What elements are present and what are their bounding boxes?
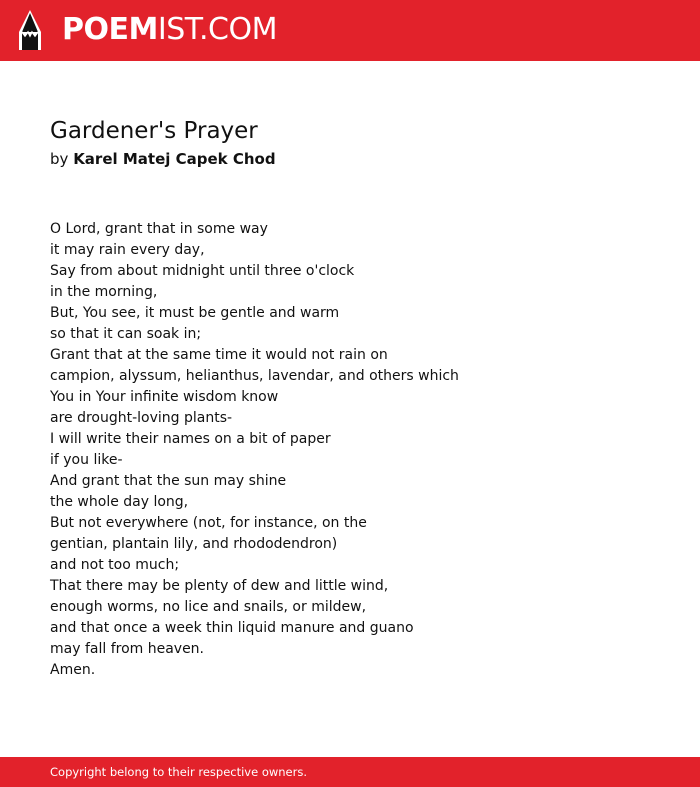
poem-line: But not everywhere (not, for instance, on the [50, 515, 367, 531]
poem-body [50, 219, 459, 681]
poem-line: and that once a week thin liquid manure and guano [50, 620, 414, 636]
poem-line: campion, alyssum, helianthus, lavendar, and others which [50, 368, 459, 384]
copyright-notice: Copyright belong to their respective owners. [50, 765, 308, 779]
poem-line: so that it can soak in; [50, 326, 202, 342]
poem-line: I will write their names on a bit of paper [50, 431, 331, 447]
brand-bold: POEM [62, 12, 158, 47]
poem-line: You in Your infinite wisdom know [50, 389, 279, 405]
poem-line: it may rain every day, [50, 242, 205, 258]
site-footer [0, 757, 700, 787]
by-label: by [50, 150, 69, 168]
poem-title: Gardener's Prayer [50, 118, 258, 144]
site-logo-text[interactable] [62, 12, 277, 48]
poem-line: are drought-loving plants- [50, 410, 233, 426]
poem-line: And grant that the sun may shine [50, 473, 287, 489]
poem-line: and not too much; [50, 557, 180, 573]
poem-line: Grant that at the same time it would not rain on [50, 347, 388, 363]
poem-line: Say from about midnight until three o'clock [50, 263, 355, 279]
poem-byline [50, 148, 276, 170]
poem-line: enough worms, no lice and snails, or mildew, [50, 599, 367, 615]
pencil-tip-icon[interactable] [17, 10, 43, 50]
poem-line: Amen. [50, 662, 96, 678]
poem-line: gentian, plantain lily, and rhododendron) [50, 536, 338, 552]
site-header [0, 0, 700, 61]
author-name: Karel Matej Capek Chod [73, 150, 276, 168]
poem-line: if you like- [50, 452, 123, 468]
poem-line: That there may be plenty of dew and little wind, [50, 578, 389, 594]
poem-line: O Lord, grant that in some way [50, 221, 268, 237]
poem-line: the whole day long, [50, 494, 189, 510]
brand-light: IST.COM [157, 12, 277, 47]
poem-line: may fall from heaven. [50, 641, 205, 657]
poem-line: in the morning, [50, 284, 158, 300]
poem-line: But, You see, it must be gentle and warm [50, 305, 340, 321]
